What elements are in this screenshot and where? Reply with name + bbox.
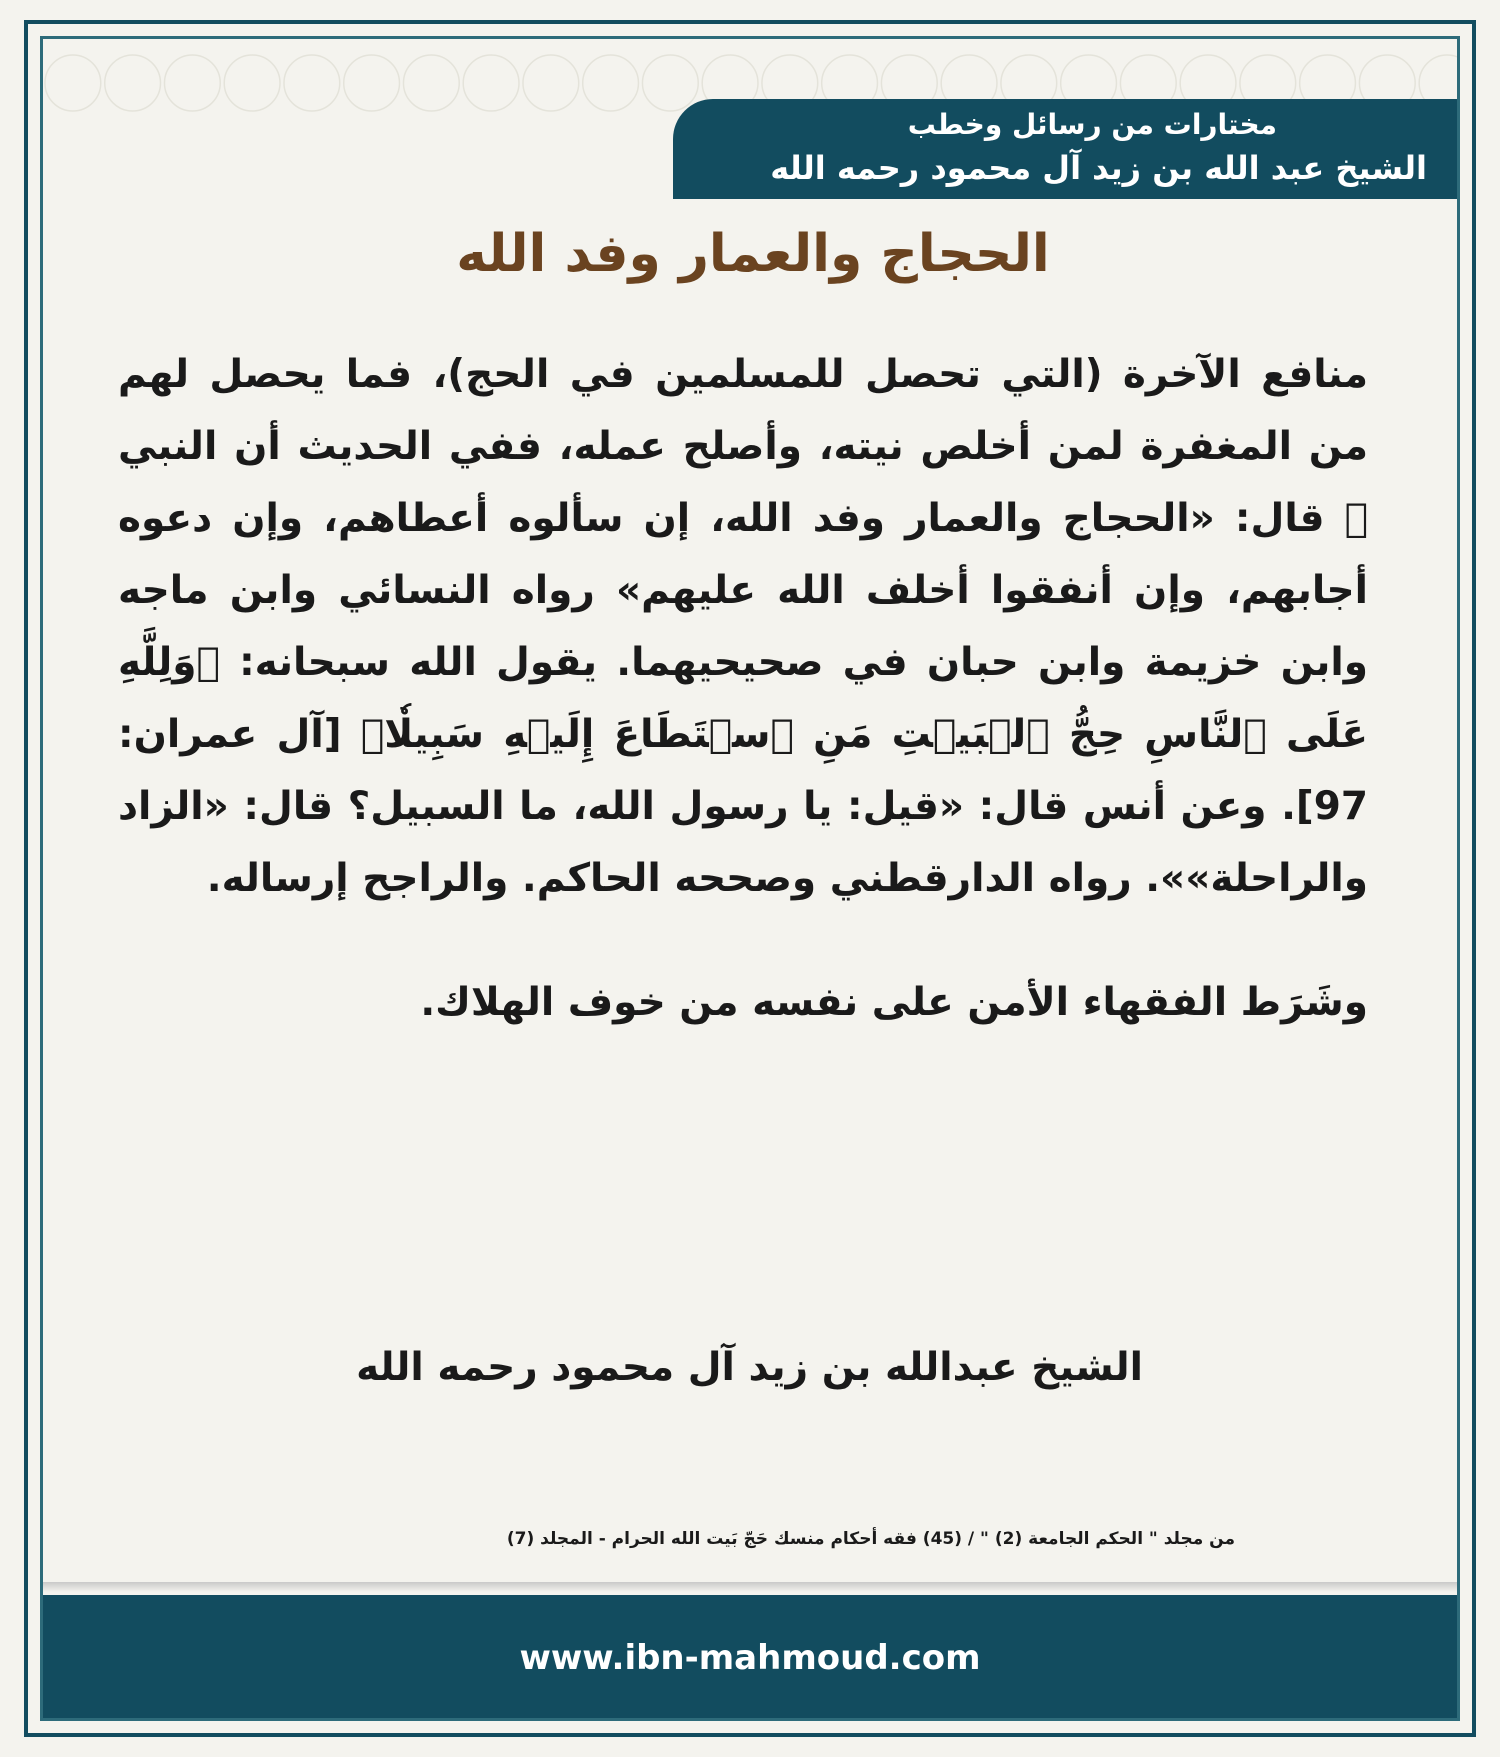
signature: الشيخ عبدالله بن زيد آل محمود رحمه الله — [356, 1345, 1143, 1390]
series-header — [673, 99, 1457, 199]
series-title: مختارات من رسائل وخطب — [907, 108, 1277, 141]
article-body — [118, 339, 1368, 1039]
source-citation: من مجلد " الحكم الجامعة (2) " / (45) فقه أحكام منسك حَجّ بَيت الله الحرام - المجلد (7) — [506, 1529, 1235, 1549]
divider — [43, 1582, 1457, 1592]
paragraph: وشَرَط الفقهاء الأمن على نفسه من خوف الهلاك. — [420, 980, 1368, 1025]
page-title: الحجاج والعمار وفد الله — [456, 224, 1050, 284]
author-name: الشيخ عبد الله بن زيد آل محمود رحمه الله — [770, 149, 1427, 187]
paragraph: منافع الآخرة (التي تحصل للمسلمين في الحج)، فما يحصل لهم من المغفرة لمن أخلص نيته، وأصلح عمله، ففي الحديث أن النبي ﷺ قال: «الحجاج والعمار وفد الله، إن سألوه أعطاهم، وإن دعوه أجابهم، وإن أنفقوا أخلف الله عليهم» رواه النسائي وابن ماجه وابن خزيمة وابن حبان في صحيحيهما. يقول الله سبحانه: ﴿وَلِلَّهِ عَلَى ٱلنَّاسِ حِجُّ ٱلۡبَيۡتِ مَنِ ٱسۡتَطَاعَ إِلَيۡهِ سَبِيلٗا﴾ [آل عمران: 97]. وعن أنس قال: «قيل: يا رسول الله، ما السبيل؟ قال: «الزاد والراحلة»». رواه الدارقطني وصححه الحاكم. والراجح إرساله. — [118, 352, 1368, 901]
content-card — [40, 36, 1460, 1721]
footer-bar — [43, 1595, 1457, 1721]
website-link[interactable]: www.ibn-mahmoud.com — [519, 1638, 981, 1678]
